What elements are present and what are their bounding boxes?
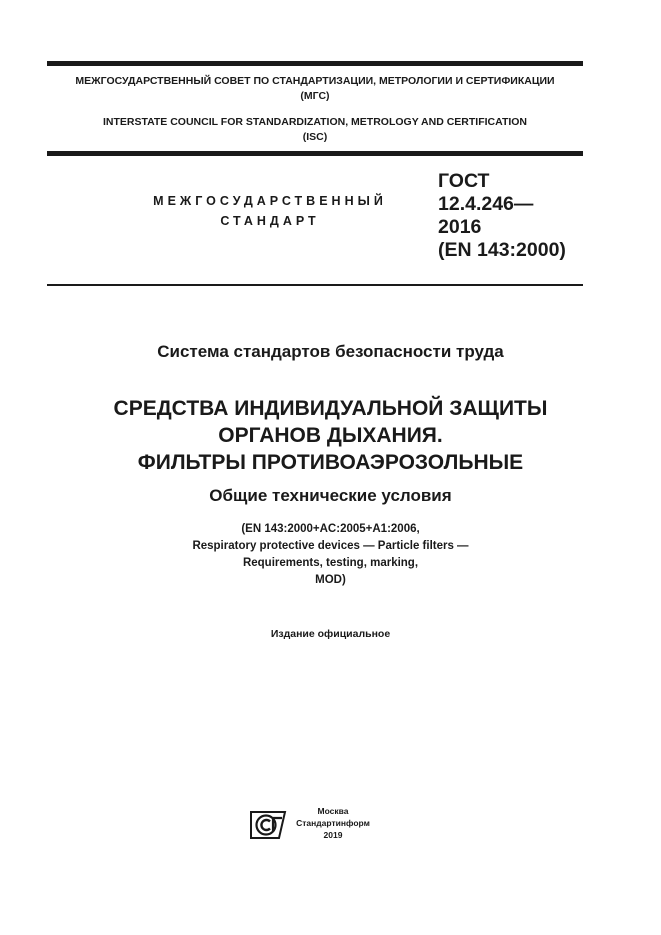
council-name-en-line1: INTERSTATE COUNCIL FOR STANDARDIZATION, METROLOGY AND CERTIFICATION bbox=[102, 116, 528, 128]
document-title bbox=[0, 395, 661, 476]
top-divider bbox=[47, 61, 583, 66]
council-abbr-en: (ISC) bbox=[302, 131, 328, 143]
source-reference bbox=[0, 521, 661, 589]
council-name-en bbox=[47, 115, 583, 145]
title-line1: СРЕДСТВА ИНДИВИДУАЛЬНОЙ ЗАЩИТЫ bbox=[113, 397, 548, 420]
bottom-divider bbox=[47, 284, 583, 286]
reference-line3: Requirements, testing, marking, bbox=[242, 557, 419, 569]
edition-label: Издание официальное bbox=[270, 628, 391, 640]
reference-line1: (EN 143:2000+AC:2005+A1:2006, bbox=[241, 523, 420, 535]
council-name-ru-line1: МЕЖГОСУДАРСТВЕННЫЙ СОВЕТ ПО СТАНДАРТИЗАЦИИ, МЕТРОЛОГИИ И СЕРТИФИКАЦИИ bbox=[75, 75, 555, 87]
standard-designation bbox=[438, 170, 588, 262]
title-line3: ФИЛЬТРЫ ПРОТИВОАЭРОЗОЛЬНЫЕ bbox=[137, 451, 524, 474]
publisher-name: Стандартинформ bbox=[296, 818, 370, 828]
standartinform-logo-icon bbox=[249, 810, 287, 840]
council-abbr-ru: (МГС) bbox=[300, 90, 330, 102]
reference-line4: MOD) bbox=[315, 574, 346, 586]
designation-line2: 12.4.246— bbox=[438, 193, 534, 215]
designation-line3: 2016 bbox=[438, 216, 482, 238]
publisher-city: Москва bbox=[317, 806, 349, 816]
reference-line2: Respiratory protective devices — Particle filters — bbox=[192, 540, 469, 552]
series-title: Система стандартов безопасности труда bbox=[157, 342, 504, 361]
title-line2: ОРГАНОВ ДЫХАНИЯ. bbox=[218, 424, 443, 447]
standard-type-line1: МЕЖГОСУДАРСТВЕННЫЙ bbox=[153, 194, 387, 208]
designation-line1: ГОСТ bbox=[438, 170, 490, 192]
standard-type-line2: СТАНДАРТ bbox=[220, 214, 320, 228]
middle-divider bbox=[47, 151, 583, 156]
publication-year: 2019 bbox=[323, 830, 343, 840]
publisher-info bbox=[293, 805, 373, 841]
document-subtitle: Общие технические условия bbox=[209, 486, 452, 505]
designation-line4: (EN 143:2000) bbox=[438, 239, 566, 261]
council-name-ru bbox=[47, 74, 583, 104]
